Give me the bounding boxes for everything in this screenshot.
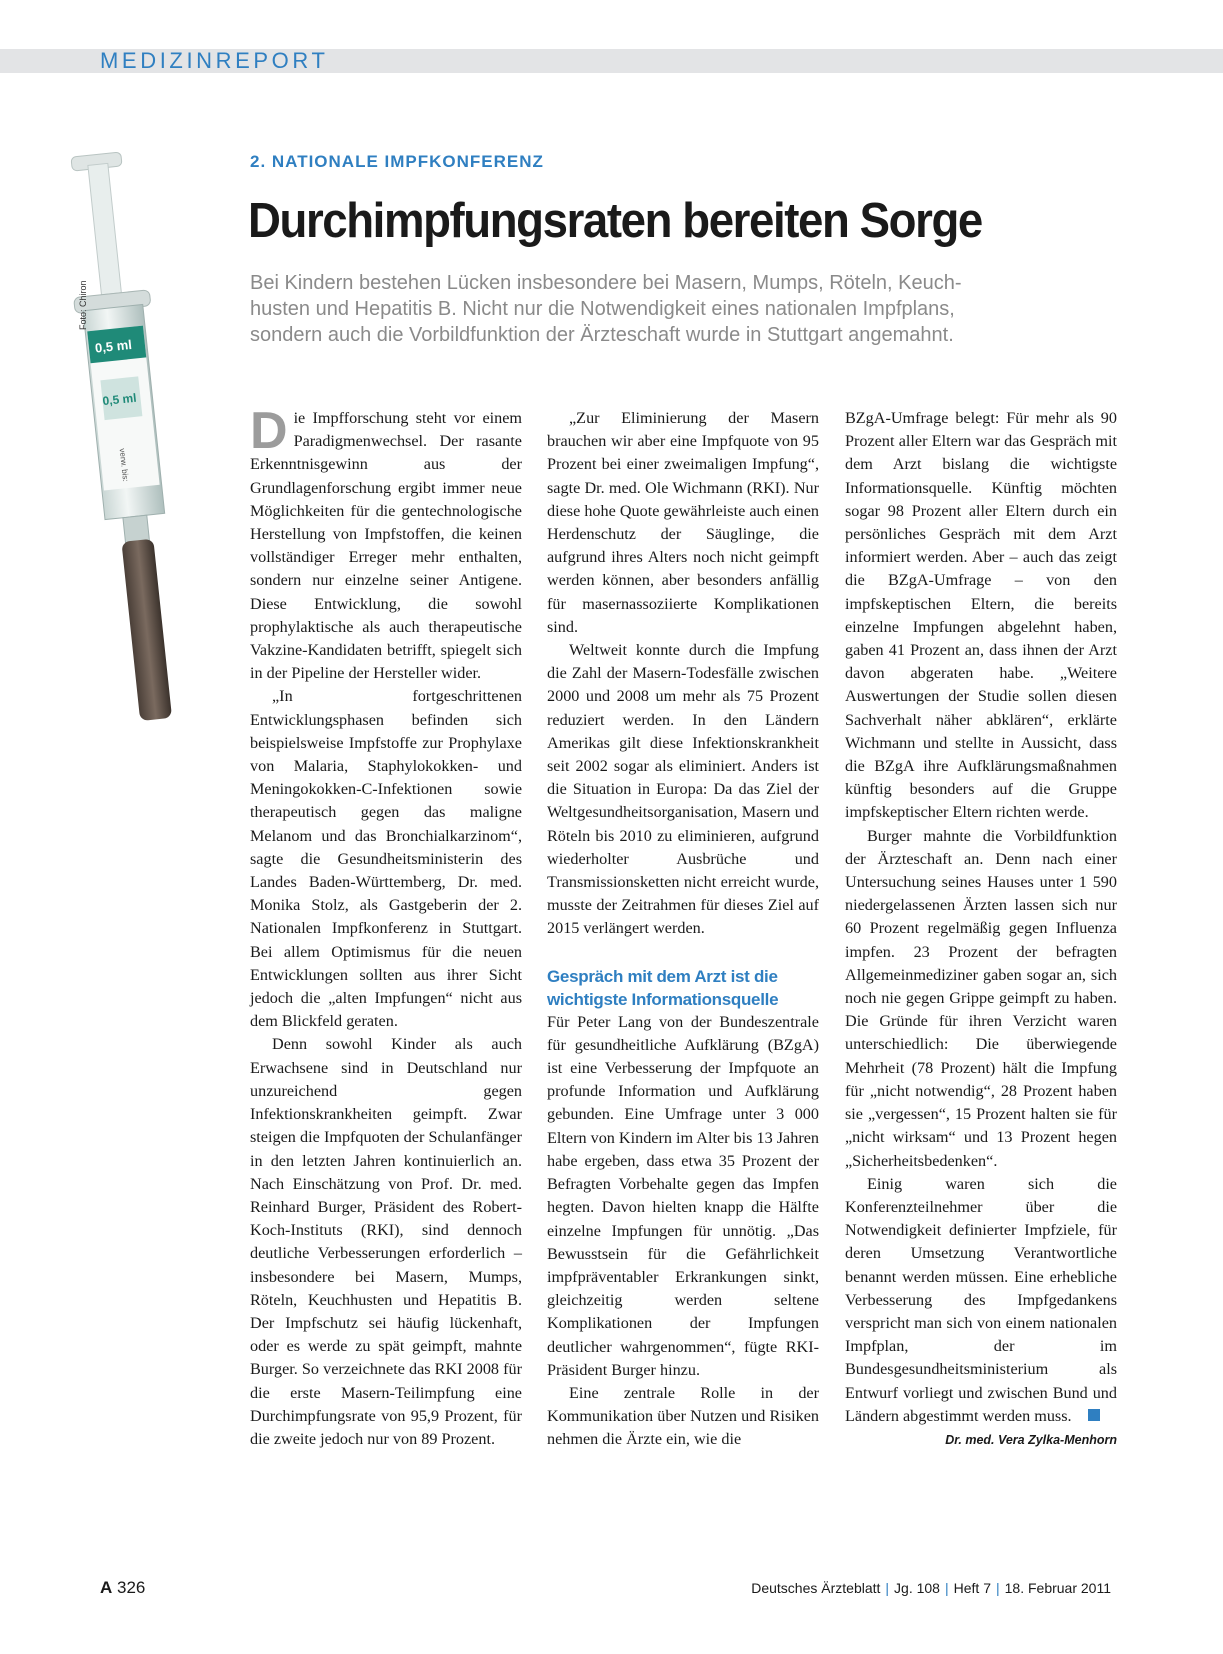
paragraph-text: Einig waren sich die Konferenzteilnehmer über die Notwendigkeit definierter Impfziele, für deren Umsetzung Verantwortliche benannt werden müssen. Eine erhebliche Verbesserung des Impfgedankens verspricht man sich von einem nationalen Impfplan, der im Bundesgesundheitsministerium als Entwurf vorliegt und zwischen Bund und Ländern abgestimmt werden muss.: [845, 1174, 1117, 1425]
article-lead: [250, 270, 1130, 348]
separator: |: [995, 1580, 1000, 1596]
separator: |: [944, 1580, 949, 1596]
end-mark-icon: [1088, 1409, 1100, 1421]
lead-line: husten und Hepatitis B. Nicht nur die Notwendigkeit eines nationalen Impfplans,: [250, 298, 955, 320]
article-subheading: Gespräch mit dem Arzt ist die wichtigste Informationsquelle: [547, 966, 779, 1009]
label-volume-bottom: 0,5 ml: [101, 390, 138, 409]
journal-footer: [751, 1580, 1111, 1596]
article-title: Durchimpfungsraten bereiten Sorge: [248, 194, 982, 248]
paragraph: [845, 1173, 1117, 1428]
section-label: MEDIZINREPORT: [100, 48, 329, 73]
label-volume-top: 0,5 ml: [94, 336, 133, 356]
article-kicker: 2. NATIONALE IMPFKONFERENZ: [250, 152, 544, 171]
lead-line: sondern auch die Vorbildfunktion der Ärzteschaft wurde in Stuttgart angemahnt.: [250, 324, 954, 346]
paragraph: Burger mahnte die Vorbildfunktion der Ärzteschaft an. Denn nach einer Untersuchung seines Hauses unter 1 590 niedergelassenen Ärzten lassen sich nur 60 Prozent regelmäßig gegen Influenza impfen. 23 Prozent der befragten Allgemeinmediziner gaben sogar an, sich noch nie gegen Grippe geimpft zu haben. Die Gründe für ihren Verzicht waren unterschiedlich: Die überwiegende Mehrheit (78 Prozent) hält die Impfung für „nicht notwendig“, 28 Prozent haben sie „vergessen“, 15 Prozent halten sie für „nicht wirksam“ und 13 Prozent hegen „Sicherheitsbedenken“.: [845, 826, 1117, 1170]
paragraph: [250, 402, 522, 685]
journal-name: Deutsches Ärzteblatt: [751, 1580, 881, 1596]
paragraph-text: ie Impfforschung steht vor einem Paradigmenwechsel. Der rasante Erkenntnisgewinn aus der Grundlagenforschung ergibt immer neue Möglichkeiten für die gentechnologische Herstellung von Impfstoffen, die keinen vollständiger Erreger mehr enthalten, sondern nur einzelne seiner Antigene. Diese Entwicklung, die sowohl prophylaktische als auch therapeutische Vakzine-Kandidaten betrifft, spiegelt sich in der Pipeline der Hersteller wider.: [250, 409, 522, 683]
column-1: [250, 402, 522, 1451]
label-expiry: verw. bis:: [117, 447, 131, 483]
paragraph: Eine zentrale Rolle in der Kommunikation über Nutzen und Risiken nehmen die Ärzte ein, wie die: [547, 1383, 819, 1449]
paragraph: Denn sowohl Kinder als auch Erwachsene sind in Deutschland nur unzureichend gegen Infektionskrankheiten geimpft. Zwar steigen die Impfquoten der Schulanfänger in den letzten Jahren kontinuierlich an. Nach Einschätzung von Prof. Dr. med. Reinhard Burger, Präsident des Robert-Koch-Instituts (RKI), sind dennoch deutliche Verbesserungen erforderlich – insbesondere bei Masern, Mumps, Röteln, Keuchhusten und Hepatitis B. Der Impfschutz sei häufig lückenhaft, oder es werde zu spät geimpft, mahnte Burger. So verzeichnete das RKI 2008 für die erste Masern-Teilimpfung eine Durchimpfungsrate von 95,9 Prozent, für die zweite jedoch nur von 89 Prozent.: [250, 1035, 522, 1448]
journal-date: 18. Februar 2011: [1004, 1580, 1111, 1596]
paragraph: „Zur Eliminierung der Masern brauchen wir aber eine Impfquote von 95 Prozent bei einer zweimaligen Impfung“, sagte Dr. med. Ole Wichmann (RKI). Nur diese hohe Quote gewährleiste auch einen Herdenschutz der Säuglinge, die aufgrund ihres Alters noch nicht geimpft werden können, aber besonders anfällig für masernassoziierte Komplikationen sind.: [547, 409, 819, 636]
paragraph: Weltweit konnte durch die Impfung die Zahl der Masern-Todesfälle zwischen 2000 und 2008 um mehr als 75 Prozent reduziert werden. In den Ländern Amerikas gilt diese Infektionskrankheit seit 2002 sogar als eliminiert. Anders ist die Situation in Europa: Da das Ziel der Weltgesundheitsorganisation, Masern und Röteln bis 2010 zu eliminieren, aufgrund wiederholter Ausbrüche und Transmissionsketten nicht erreicht wurde, musste der Zeitrahmen für dieses Ziel auf 2015 verlängert werden.: [547, 641, 819, 938]
separator: |: [885, 1580, 890, 1596]
column-2: [547, 407, 819, 1452]
page-number-value: 326: [117, 1578, 146, 1597]
paragraph: Für Peter Lang von der Bundeszentrale für gesundheitliche Aufklärung (BZgA) ist eine Verbesserung der Impfquote an profunde Information und Aufklärung gebunden. Eine Umfrage unter 3 000 Eltern von Kindern im Alter bis 13 Jahren habe ergeben, dass etwa 35 Prozent der Befragten Vorbehalte gegen das Impfen hegten. Davon hielten knapp die Hälfte einzelne Impfungen für unnötig. „Das Bewusstsein für die Gefährlichkeit impfpräventabler Erkrankungen sinkt, gleichzeitig werden seltene Komplikationen der Impfungen deutlicher wahrgenommen“, fügte RKI-Präsident Burger hinzu.: [547, 1012, 819, 1379]
journal-issue: Heft 7: [953, 1580, 991, 1596]
photo-credit: Foto: Chiron: [78, 280, 88, 330]
column-3: [845, 407, 1117, 1450]
page-prefix: A: [100, 1578, 113, 1597]
page-number: [100, 1578, 145, 1598]
drop-cap: D: [250, 402, 288, 460]
syringe-illustration: [60, 150, 250, 770]
journal-volume: Jg. 108: [894, 1580, 940, 1596]
paragraph: „In fortgeschrittenen Entwicklungsphasen befinden sich beispielsweise Impfstoffe zur Prophylaxe von Malaria, Staphylokokken- und Meningokokken-C-Infektionen sowie therapeutisch gegen das maligne Melanom und das Bronchialkarzinom“, sagte die Gesundheitsministerin des Landes Baden-Württemberg, Dr. med. Monika Stolz, als Gastgeberin der 2. Nationalen Impfkonferenz in Stuttgart. Bei allem Optimismus für die neuen Entwicklungen sollten aus ihrer Sicht jedoch die „alten Impfungen“ nicht aus dem Blickfeld geraten.: [250, 687, 522, 1031]
lead-line: Bei Kindern bestehen Lücken insbesondere bei Masern, Mumps, Röteln, Keuch-: [250, 272, 962, 294]
author-byline: Dr. med. Vera Zylka-Menhorn: [945, 1432, 1117, 1447]
syringe-image: [60, 150, 250, 770]
paragraph: BZgA-Umfrage belegt: Für mehr als 90 Prozent aller Eltern war das Gespräch mit dem Arzt bislang die wichtigste Informationsquelle. Künftig möchten sogar 98 Prozent aller Eltern durch ein persönliches Gespräch mit dem Arzt informiert werden. Aber – auch das zeigt die BZgA-Umfrage – von den impfskeptischen Eltern, die bereits einzelne Impfungen abgelehnt haben, gaben 41 Prozent an, dass ihnen der Arzt davon abgeraten habe. „Weitere Auswertungen der Studie sollen diesen Sachverhalt näher abklären“, erklärte Wichmann und stellte in Aussicht, dass die BZgA ihre Aufklärungsmaßnahmen künftig besonders auf die Gruppe impfskeptischer Eltern richten werde.: [845, 409, 1117, 822]
